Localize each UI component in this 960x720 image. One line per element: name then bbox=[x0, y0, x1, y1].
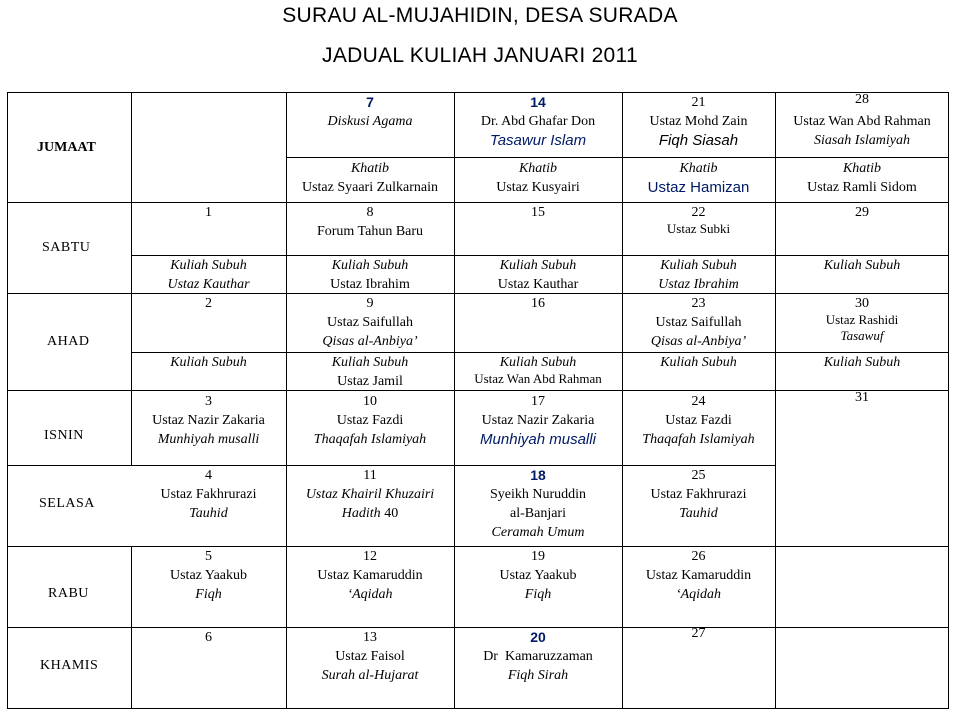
date-number: 23 bbox=[691, 296, 706, 311]
topic: Tasawur Islam bbox=[489, 132, 587, 149]
cell-subuh-1 bbox=[131, 256, 286, 294]
cell-jumaat-14 bbox=[454, 93, 622, 150]
cell-sabtu-1 bbox=[131, 203, 286, 222]
cell-khatib-21 bbox=[622, 159, 775, 197]
khatib-name: Ustaz Syaari Zulkarnain bbox=[301, 180, 439, 195]
speaker: Ustaz Yaakub bbox=[170, 568, 247, 583]
khatib-label: Khatib bbox=[842, 161, 882, 176]
subuh-name: Ustaz Kauthar bbox=[497, 277, 579, 292]
topic: Diskusi Agama bbox=[327, 114, 413, 129]
cell-isnin-24 bbox=[622, 392, 775, 449]
date-number: 14 bbox=[530, 94, 546, 110]
cell-isnin-3 bbox=[131, 392, 286, 449]
date-number: 21 bbox=[691, 95, 706, 110]
cell-selasa-11 bbox=[286, 466, 454, 523]
subuh-label: Kuliah Subuh bbox=[499, 355, 577, 370]
subuh-label: Kuliah Subuh bbox=[823, 258, 901, 273]
cell-rabu-12 bbox=[286, 547, 454, 604]
day-ahad: AHAD bbox=[47, 334, 90, 349]
topic: Qisas al-Anbiya’ bbox=[650, 334, 747, 349]
subuh-name: Ustaz Ibrahim bbox=[658, 277, 739, 292]
topic-line bbox=[286, 504, 454, 523]
cell-khamis-20 bbox=[454, 628, 622, 685]
topic: Siasah Islamiyah bbox=[813, 133, 911, 148]
speaker: Ustaz Kamaruddin bbox=[317, 568, 423, 583]
cell-khamis-27 bbox=[622, 624, 775, 643]
cell-khatib-28 bbox=[775, 159, 949, 197]
cell-jumaat-21 bbox=[622, 93, 775, 150]
date-number: 9 bbox=[366, 296, 374, 311]
subuh-label: Kuliah Subuh bbox=[331, 355, 409, 370]
speaker: Ustaz Nazir Zakaria bbox=[152, 413, 265, 428]
date-number: 1 bbox=[205, 205, 212, 220]
date-number: 29 bbox=[855, 205, 869, 220]
khatib-label: Khatib bbox=[679, 161, 718, 176]
speaker: Ustaz Faisol bbox=[335, 649, 405, 664]
speaker: Syeikh Nuruddin bbox=[489, 487, 587, 502]
topic: Tauhid bbox=[189, 506, 228, 521]
date-number: 15 bbox=[531, 205, 545, 220]
day-jumaat: JUMAAT bbox=[37, 140, 96, 155]
speaker: Ustaz Wan Abd Rahman bbox=[793, 114, 931, 129]
date-number: 27 bbox=[691, 626, 706, 641]
speaker: Ustaz Nazir Zakaria bbox=[481, 413, 595, 428]
date-number: 16 bbox=[531, 296, 545, 311]
date-number: 30 bbox=[855, 296, 869, 311]
page-subtitle: JADUAL KULIAH JANUARI 2011 bbox=[322, 44, 638, 67]
cell-selasa-18 bbox=[454, 466, 622, 542]
khatib-name: Ustaz Hamizan bbox=[647, 179, 750, 196]
date-number: 17 bbox=[531, 394, 545, 409]
subuh-name: Ustaz Jamil bbox=[337, 374, 403, 389]
cell-ahad-9 bbox=[286, 294, 454, 351]
cell-khatib-7 bbox=[286, 159, 454, 197]
day-sabtu: SABTU bbox=[42, 240, 91, 255]
speaker: Ustaz Rashidi bbox=[825, 312, 899, 327]
topic: Thaqafah Islamiyah bbox=[313, 432, 427, 447]
topic: ‘Aqidah bbox=[347, 587, 393, 602]
topic: Ceramah Umum bbox=[491, 525, 585, 540]
subuh-name: Ustaz Kauthar bbox=[167, 277, 250, 292]
speaker: Ustaz Fakhrurazi bbox=[160, 487, 257, 502]
speaker: Ustaz Subki bbox=[666, 221, 731, 236]
cell-selasa-4 bbox=[131, 466, 286, 523]
date-number: 6 bbox=[205, 630, 212, 645]
topic: Qisas al-Anbiya’ bbox=[322, 334, 418, 349]
speaker: Ustaz Saifullah bbox=[655, 315, 742, 330]
cell-jumaat-7 bbox=[286, 93, 454, 131]
cell-sabtu-22 bbox=[622, 203, 775, 235]
topic: Thaqafah Islamiyah bbox=[642, 432, 755, 447]
date-number: 19 bbox=[531, 549, 545, 564]
cell-sabtu-15 bbox=[454, 203, 622, 222]
subuh-label: Kuliah Subuh bbox=[331, 258, 409, 273]
speaker: Ustaz Kamaruddin bbox=[645, 568, 752, 583]
cell-subuh-15 bbox=[454, 256, 622, 294]
date-number: 24 bbox=[691, 394, 706, 409]
cell-isnin-31 bbox=[775, 388, 949, 407]
cell-rabu-5 bbox=[131, 547, 286, 604]
cell-isnin-17 bbox=[454, 392, 622, 449]
topic: Fiqh bbox=[195, 587, 222, 602]
khatib-label: Khatib bbox=[518, 161, 558, 176]
cell-ahad-2 bbox=[131, 294, 286, 313]
speaker: Dr Kamaruzzaman bbox=[483, 649, 593, 664]
subuh-label: Kuliah Subuh bbox=[170, 258, 247, 273]
topic: Fiqh Siasah bbox=[658, 132, 739, 149]
cell-khatib-14 bbox=[454, 159, 622, 197]
date-number: 31 bbox=[855, 390, 869, 405]
topic: Surah al-Hujarat bbox=[321, 668, 419, 683]
cell-subuh-16 bbox=[454, 353, 622, 386]
day-khamis: KHAMIS bbox=[40, 658, 99, 673]
cell-subuh-29 bbox=[775, 256, 949, 275]
speaker: Ustaz Saifullah bbox=[327, 315, 413, 330]
cell-subuh-2 bbox=[131, 353, 286, 372]
cell-ahad-16 bbox=[454, 294, 622, 313]
speaker: Ustaz Fazdi bbox=[336, 413, 404, 428]
date-number: 13 bbox=[363, 630, 377, 645]
khatib-name: Ustaz Ramli Sidom bbox=[807, 180, 917, 195]
topic: Munhiyah musalli bbox=[157, 432, 260, 447]
cell-subuh-30 bbox=[775, 353, 949, 372]
cell-subuh-8 bbox=[286, 256, 454, 294]
subuh-name: Ustaz Ibrahim bbox=[330, 277, 410, 292]
date-number: 26 bbox=[691, 549, 706, 564]
day-isnin: ISNIN bbox=[44, 428, 84, 443]
date-number: 8 bbox=[366, 205, 374, 220]
speaker: Ustaz Fakhrurazi bbox=[650, 487, 747, 502]
topic: Tauhid bbox=[679, 506, 718, 521]
topic: Forum Tahun Baru bbox=[316, 224, 424, 239]
date-number: 20 bbox=[530, 629, 546, 645]
date-number: 22 bbox=[691, 205, 706, 220]
date-number: 12 bbox=[363, 549, 377, 564]
cell-isnin-10 bbox=[286, 392, 454, 449]
date-number: 18 bbox=[530, 467, 546, 483]
subuh-label: Kuliah Subuh bbox=[170, 355, 247, 370]
speaker: Ustaz Mohd Zain bbox=[649, 114, 748, 129]
speaker: Ustaz Yaakub bbox=[499, 568, 577, 583]
cell-selasa-25 bbox=[622, 466, 775, 523]
cell-jumaat-28 bbox=[775, 90, 949, 150]
topic: Tasawuf bbox=[840, 328, 884, 343]
speaker: Ustaz Khairil Khuzairi bbox=[305, 487, 435, 502]
cell-khamis-13 bbox=[286, 628, 454, 685]
speaker: Ustaz Fazdi bbox=[665, 413, 732, 428]
subuh-label: Kuliah Subuh bbox=[823, 355, 901, 370]
subuh-label: Kuliah Subuh bbox=[499, 258, 577, 273]
subuh-label: Kuliah Subuh bbox=[660, 258, 737, 273]
date-number: 7 bbox=[366, 94, 374, 110]
topic-extra: 40 bbox=[384, 506, 399, 521]
cell-subuh-23 bbox=[622, 353, 775, 372]
topic: Fiqh bbox=[524, 587, 552, 602]
topic: Munhiyah musalli bbox=[480, 431, 596, 448]
topic: Fiqh Sirah bbox=[507, 668, 569, 683]
date-number: 10 bbox=[363, 394, 377, 409]
date-number: 11 bbox=[363, 468, 377, 483]
cell-sabtu-29 bbox=[775, 203, 949, 222]
date-number: 5 bbox=[205, 549, 212, 564]
cell-rabu-19 bbox=[454, 547, 622, 604]
date-number: 4 bbox=[205, 468, 212, 483]
date-number: 3 bbox=[205, 394, 212, 409]
cell-subuh-9 bbox=[286, 353, 454, 391]
speaker-line2: al-Banjari bbox=[510, 506, 566, 521]
khatib-name: Ustaz Kusyairi bbox=[496, 180, 580, 195]
subrow-divider bbox=[286, 157, 949, 158]
day-rabu: RABU bbox=[48, 586, 89, 601]
cell-ahad-23 bbox=[622, 294, 775, 351]
day-selasa: SELASA bbox=[39, 496, 95, 511]
cell-rabu-26 bbox=[622, 547, 775, 604]
date-number: 2 bbox=[205, 296, 212, 311]
cell-ahad-30 bbox=[775, 294, 949, 345]
speaker: Dr. Abd Ghafar Don bbox=[480, 114, 596, 129]
topic: ‘Aqidah bbox=[675, 587, 722, 602]
cell-sabtu-8 bbox=[286, 203, 454, 241]
page-title: SURAU AL-MUJAHIDIN, DESA SURADA bbox=[282, 4, 678, 27]
date-number: 25 bbox=[691, 468, 706, 483]
topic: Hadith bbox=[341, 506, 381, 521]
cell-khamis-6 bbox=[131, 628, 286, 647]
date-number: 28 bbox=[855, 92, 869, 107]
subuh-label: Kuliah Subuh bbox=[660, 355, 737, 370]
subuh-name: Ustaz Wan Abd Rahman bbox=[474, 371, 602, 386]
khatib-label: Khatib bbox=[350, 161, 390, 176]
cell-subuh-22 bbox=[622, 256, 775, 294]
